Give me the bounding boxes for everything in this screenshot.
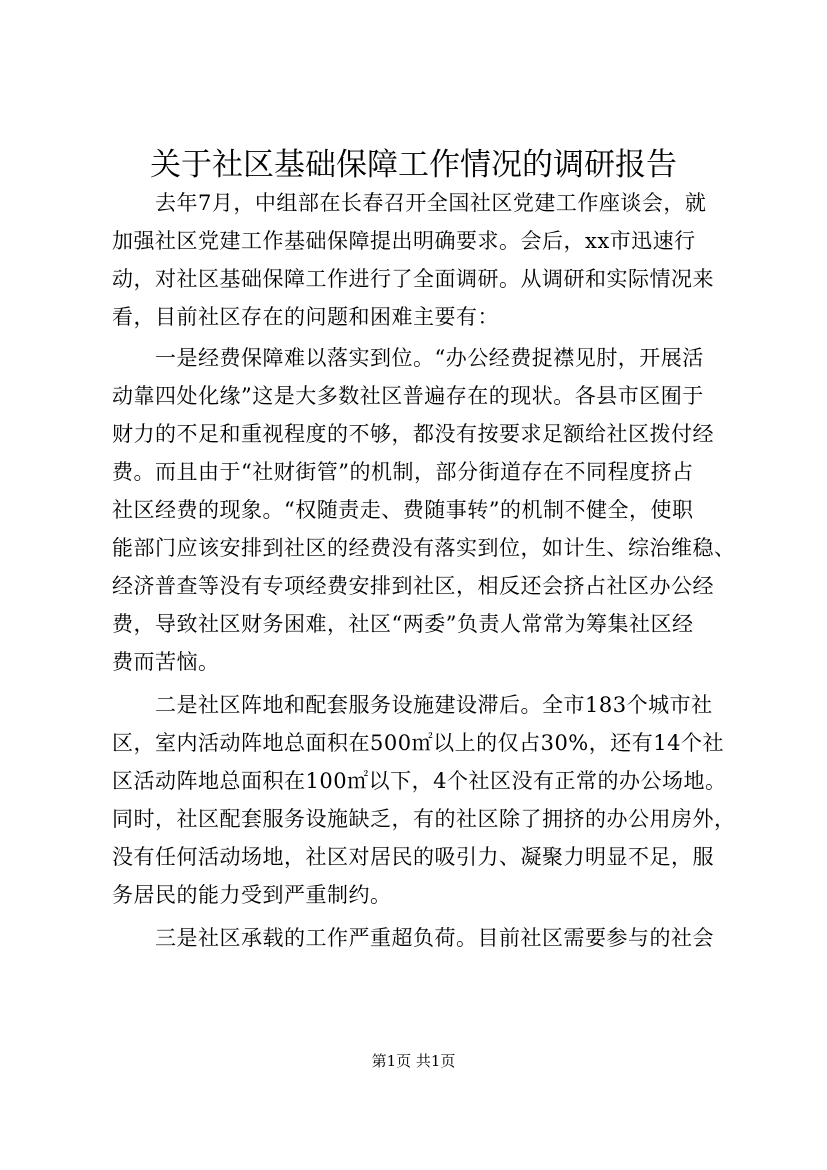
paragraph-line: 加强社区党建工作基础保障提出明确要求。会后，xx市迅速行 [112,229,696,253]
document-title: 关于社区基础保障工作情况的调研报告 [150,147,677,183]
paragraph-line: 区活动阵地总面积在100㎡以下，4个社区没有正常的办公场地。 [112,769,727,793]
paragraph-line: 三是社区承载的工作严重超负荷。目前社区需要参与的社会 [112,926,714,950]
paragraph-line: 二是社区阵地和配套服务设施建设滞后。全市183个城市社 [112,693,713,717]
paragraph-line: 财力的不足和重视程度的不够，都没有按要求足额给社区拨付经 [112,422,714,446]
paragraph-line: 去年7月，中组部在长春召开全国社区党建工作座谈会，就 [112,191,707,215]
paragraph-line: 费而苦恼。 [112,650,220,674]
paragraph-line: 社区经费的现象。“权随责走、费随事转”的机制不健全，使职 [112,498,694,522]
paragraph-line: 同时，社区配套服务设施缺乏，有的社区除了拥挤的办公用房外， [112,807,736,831]
paragraph-line: 没有任何活动场地，社区对居民的吸引力、凝聚力明显不足，服 [112,845,714,869]
paragraph-line: 动靠四处化缘”这是大多数社区普遍存在的现状。各县市区囿于 [112,384,704,408]
paragraph-line: 经济普查等没有专项经费安排到社区，相反还会挤占社区办公经 [112,574,714,598]
paragraph-line: 动，对社区基础保障工作进行了全面调研。从调研和实际情况来 [112,267,714,291]
paragraph-line: 区，室内活动阵地总面积在500㎡以上的仅占30%，还有14个社 [112,731,724,755]
paragraph-line: 务居民的能力受到严重制约。 [112,883,392,907]
paragraph-line: 费，导致社区财务困难，社区“两委”负责人常常为筹集社区经 [112,612,694,636]
paragraph-line: 看，目前社区存在的问题和困难主要有： [112,305,499,329]
page-footer: 第1页 共1页 [371,1052,456,1070]
paragraph-line: 费。而且由于“社财街管”的机制，部分街道存在不同程度挤占 [112,460,694,484]
paragraph-line: 一是经费保障难以落实到位。“办公经费捉襟见肘，开展活 [112,346,704,370]
paragraph-line: 能部门应该安排到社区的经费没有落实到位，如计生、综治维稳、 [112,536,736,560]
